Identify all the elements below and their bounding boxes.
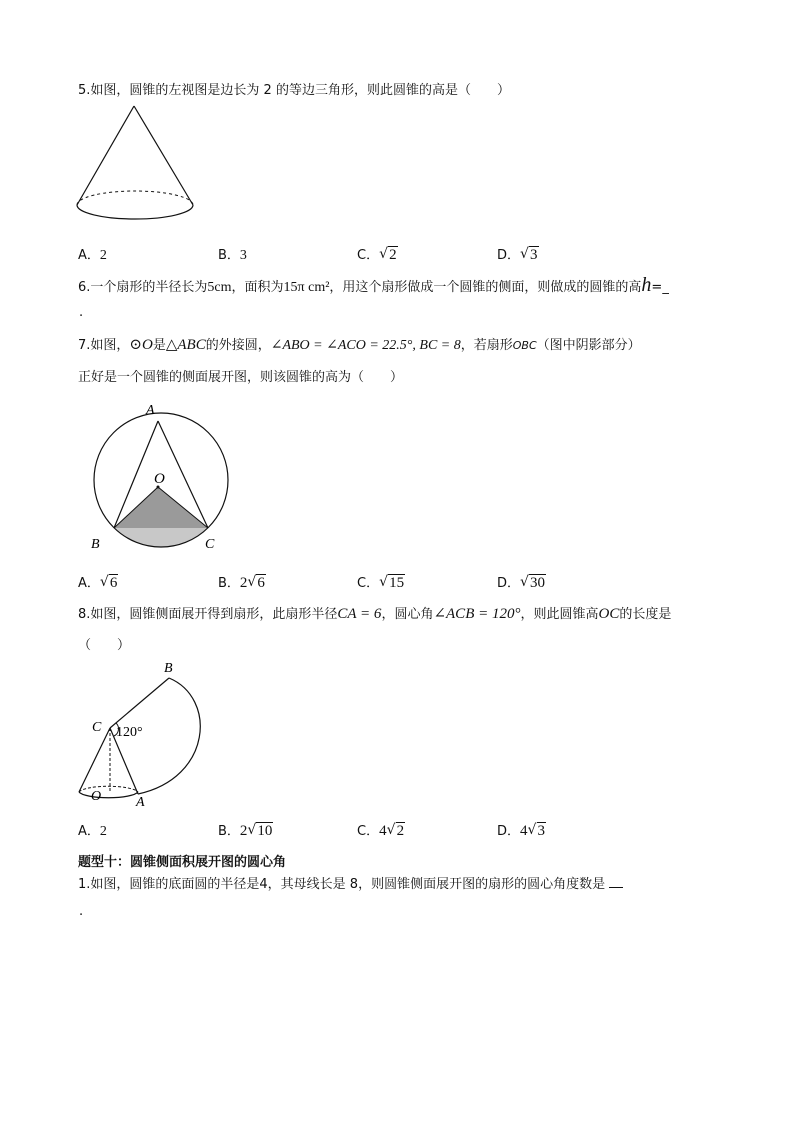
- s10-q1-stem: 1.如图，圆锥的底面圆的半径是4，其母线长是 8，则圆锥侧面展开图的扇形的圆心角度数是: [78, 873, 623, 892]
- q7-option-d[interactable]: D．√ 30: [497, 572, 546, 592]
- q8-option-c[interactable]: C．4√ 2: [357, 820, 405, 840]
- q7-label-o: O: [154, 471, 165, 487]
- q7-option-a[interactable]: A．√ 6: [78, 572, 118, 592]
- q6-stem: 6.一个扇形的半径长为5cm，面积为15π cm²，用这个扇形做成一个圆锥的侧面，则做成的圆锥的高h=_: [78, 274, 669, 296]
- q5-option-a[interactable]: A．2: [78, 248, 107, 263]
- q7-stem-line2: 正好是一个圆锥的侧面展开图，则该圆锥的高为（ ）: [78, 370, 404, 385]
- section-title: 题型十：圆锥侧面积展开图的圆心角: [78, 855, 287, 870]
- q7-circle-figure: [85, 398, 255, 558]
- q6-period: .: [79, 305, 84, 320]
- s10-q1-period: .: [79, 904, 84, 919]
- q7-label-c: C: [205, 537, 215, 552]
- q8-label-o: O: [91, 789, 102, 804]
- q8-label-a: A: [136, 795, 145, 810]
- q5-option-c[interactable]: C．√ 2: [357, 244, 398, 264]
- q7-label-a: A: [146, 403, 155, 418]
- s10-q1-answer-blank[interactable]: [609, 887, 623, 888]
- q5-option-b[interactable]: B．3: [218, 248, 247, 263]
- q7-option-c[interactable]: C．√ 15: [357, 572, 405, 592]
- q5-stem: 5.如图，圆锥的左视图是边长为 2 的等边三角形，则此圆锥的高是（ ）: [78, 83, 510, 98]
- q8-option-a[interactable]: A．2: [78, 824, 107, 839]
- q8-option-d[interactable]: D．4√ 3: [497, 820, 546, 840]
- q8-label-c: C: [92, 720, 102, 735]
- q8-label-b: B: [164, 661, 173, 676]
- q8-option-b[interactable]: B．2√ 10: [218, 820, 273, 840]
- q8-stem-line1: 8.如图，圆锥侧面展开得到扇形，此扇形半径CA = 6，圆心角∠ACB = 120°，则此圆锥高OC的长度是: [78, 606, 672, 622]
- q8-paren: （ ）: [78, 638, 131, 653]
- q7-label-b: B: [91, 537, 100, 552]
- q8-sector-cone-figure: [72, 658, 212, 813]
- q8-label-angle: 120°: [116, 725, 143, 740]
- q7-stem-line1: 7.如图，⊙O是△ABC的外接圆，∠ABO = ∠ACO = 22.5°, BC = 8，若扇形OBC（图中阴影部分）: [78, 337, 641, 353]
- q5-cone-figure: [72, 102, 202, 237]
- q7-option-b[interactable]: B．2√ 6: [218, 572, 266, 592]
- q5-option-d[interactable]: D．√ 3: [497, 244, 539, 264]
